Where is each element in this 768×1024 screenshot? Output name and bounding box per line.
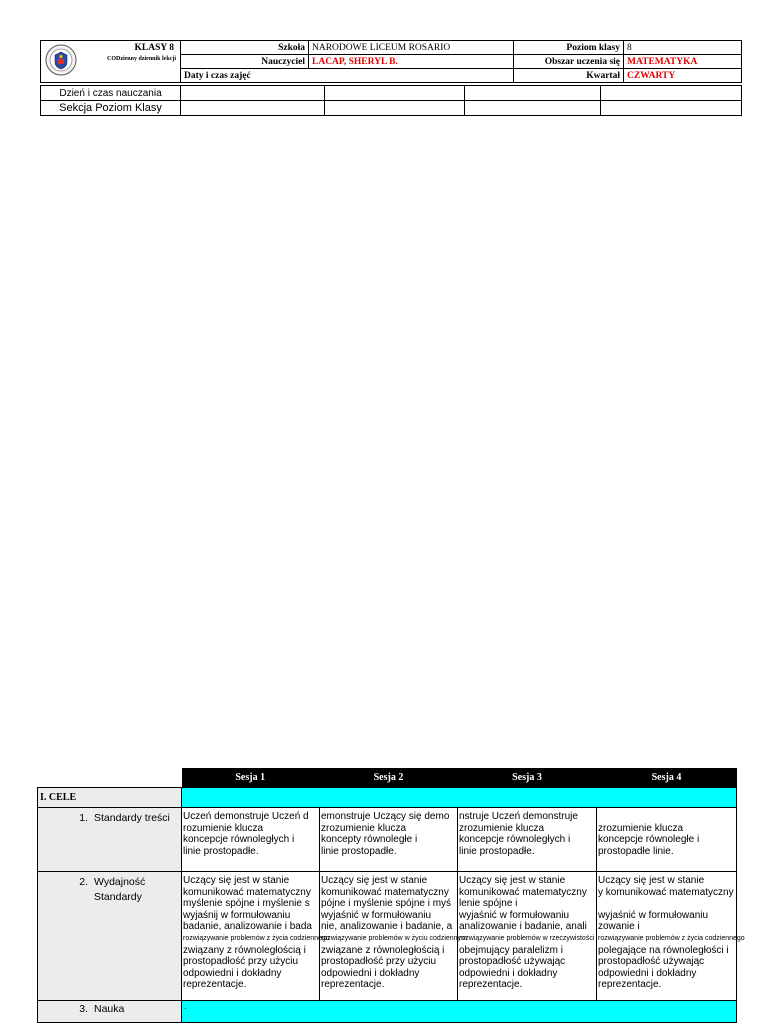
cell-line: reprezentacje. — [459, 979, 523, 991]
cell-line: prostopadłość używając — [598, 956, 705, 968]
cell-line: koncepty równoległe i — [321, 834, 418, 846]
cell-line: prostopadłość przy użyciu — [183, 956, 299, 968]
cell-line: zowanie i — [598, 921, 640, 933]
cell-line: rozumienie klucza — [183, 822, 264, 834]
cell-line: linie prostopadłe. — [459, 845, 535, 857]
standardy-cell-4 — [597, 808, 737, 872]
standardy-cell-3 — [458, 808, 597, 872]
cell-line: odpowiedni i dokładny — [459, 967, 558, 979]
cell-line: badanie, analizowanie i bada — [183, 921, 312, 933]
cell-line: Uczący się jest w stanie — [183, 875, 290, 886]
cell-line: rozwiązywanie problemów w rzeczywistości — [459, 934, 595, 942]
cell-line: rozwiązywanie problemów w życiu codziennym — [321, 934, 467, 942]
obszar-value: MATEMATYKA — [624, 55, 742, 69]
cell-line: pójne i myślenie spójne i myś — [321, 898, 452, 910]
teaching-time-label: Dzień i czas nauczania — [41, 86, 181, 101]
standardy-label: Standardy treści — [94, 812, 170, 824]
cell-line: związany z równoległością i — [183, 944, 306, 956]
cell-line: koncepcje równoległe i — [598, 834, 700, 846]
cell-line: myślenie spójne i myślenie s — [183, 898, 310, 910]
cell-line: komunikować matematyczny — [321, 886, 449, 898]
cell-line: komunikować matematyczny — [459, 886, 587, 898]
header-table — [40, 40, 742, 83]
cell-line: prostopadłość przy użyciu — [321, 956, 437, 968]
standardy-number: 1. — [79, 812, 88, 824]
cell-line: wyjaśnij w formułowaniu — [183, 909, 291, 921]
cell-line: wyjaśnić w formułowaniu — [459, 909, 570, 921]
session-header-1: Sesja 1 — [182, 768, 320, 788]
cell-line: prostopadłe linie. — [598, 845, 674, 857]
nauka-label: Nauka — [94, 1003, 125, 1015]
cell-line: reprezentacje. — [183, 979, 247, 991]
poziom-value: 8 — [624, 41, 742, 55]
cell-line: emonstruje Uczący się demo — [321, 811, 450, 822]
cell-line: odpowiedni i dokładny — [598, 967, 697, 979]
wydajnosc-label-cell — [38, 872, 182, 1001]
section-level-label: Sekcja Poziom Klasy — [41, 101, 181, 116]
cell-line — [598, 898, 735, 910]
cell-line: Uczący się jest w stanie — [598, 875, 705, 886]
szkola-label: Szkoła — [181, 41, 309, 55]
cell-line: zrozumienie klucza — [459, 822, 545, 834]
obszar-label: Obszar uczenia się — [514, 55, 624, 69]
cele-band — [182, 788, 737, 808]
cell-line: obejmujący paralelizm i — [459, 944, 563, 956]
section-level-cell-2 — [325, 101, 465, 116]
cell-line: zrozumienie klucza — [598, 822, 684, 834]
schedule-table — [40, 85, 742, 116]
deped-seal-icon — [45, 44, 77, 76]
daty-label: Daty i czas zajęć — [181, 69, 514, 83]
standardy-cell-2 — [320, 808, 458, 872]
standardy-cell-1 — [182, 808, 320, 872]
wydajnosc-label-1: Wydajność — [94, 876, 146, 888]
teaching-time-cell-3 — [465, 86, 601, 101]
session-header-4: Sesja 4 — [597, 768, 737, 788]
session-header-3: Sesja 3 — [458, 768, 597, 788]
poziom-label: Poziom klasy — [514, 41, 624, 55]
corner-cell — [38, 768, 182, 788]
cell-line: y komunikować matematyczny — [598, 886, 734, 898]
cele-heading: I. CELE — [38, 788, 182, 808]
cell-line: lenie spójne i — [459, 898, 518, 910]
cell-line: reprezentacje. — [321, 979, 385, 991]
cell-line: reprezentacje. — [598, 979, 662, 991]
cell-line: nstruje Uczeń demonstruje — [459, 811, 578, 822]
cell-line: zrozumienie klucza — [321, 822, 407, 834]
teaching-time-cell-2 — [325, 86, 465, 101]
wydajnosc-number: 2. — [79, 876, 88, 888]
szkola-value: NARODOWE LICEUM ROSARIO — [309, 41, 514, 55]
cell-line: rozwiązywanie problemów z życia codziennego — [183, 934, 330, 942]
teaching-time-cell-1 — [181, 86, 325, 101]
teaching-time-cell-4 — [601, 86, 742, 101]
cell-line: związane z równoległością i — [321, 944, 445, 956]
cell-line: nie, analizowanie i badanie, a — [321, 921, 453, 933]
kwartal-label: Kwartał — [514, 69, 624, 83]
nauka-number: 3. — [79, 1003, 88, 1015]
wydajnosc-cell-4 — [597, 872, 745, 1001]
cell-line — [598, 811, 735, 823]
nauka-band: . — [182, 1001, 737, 1023]
standardy-label-cell — [38, 808, 182, 872]
section-level-cell-4 — [601, 101, 742, 116]
cell-line: Uczący się jest w stanie — [321, 875, 428, 886]
wydajnosc-cell-2 — [320, 872, 467, 1001]
cell-line: linie prostopadłe. — [321, 845, 397, 857]
log-subtitle: CODzienny dziennik lekcji — [106, 56, 176, 62]
cell-line: Uczeń demonstruje Uczeń d — [183, 811, 309, 822]
cell-line: komunikować matematyczny — [183, 886, 311, 898]
cell-line: prostopadłość używając — [459, 956, 566, 968]
cell-line: analizowanie i badanie, anali — [459, 921, 587, 933]
section-level-cell-1 — [181, 101, 325, 116]
wydajnosc-cell-3 — [458, 872, 597, 1001]
logo-cell — [41, 41, 181, 83]
nauczyciel-value: LACAP, SHERYL B. — [309, 55, 514, 69]
cell-line: rozwiązywanie problemów z życia codziennego — [598, 934, 745, 942]
cell-line: koncepcje równoległych i — [459, 834, 571, 846]
wydajnosc-cell-1 — [182, 872, 330, 1001]
cell-line: odpowiedni i dokładny — [321, 967, 420, 979]
objectives-table — [37, 768, 745, 1023]
session-header-2: Sesja 2 — [320, 768, 458, 788]
wydajnosc-label-2: Standardy — [94, 891, 142, 903]
cell-line: wyjaśnić w formułowaniu — [321, 909, 432, 921]
klasy-title: KLASY 8 — [134, 43, 174, 53]
cell-line: Uczący się jest w stanie — [459, 875, 566, 886]
cell-line: polegające na równoległości i — [598, 944, 729, 956]
cell-line: odpowiedni i dokładny — [183, 967, 282, 979]
section-level-cell-3 — [465, 101, 601, 116]
nauczyciel-label: Nauczyciel — [181, 55, 309, 69]
cell-line: koncepcje równoległych i — [183, 834, 295, 846]
nauka-label-cell — [38, 1001, 182, 1023]
cell-line: linie prostopadłe. — [183, 845, 259, 857]
kwartal-value: CZWARTY — [624, 69, 742, 83]
cell-line: wyjaśnić w formułowaniu — [598, 909, 709, 921]
